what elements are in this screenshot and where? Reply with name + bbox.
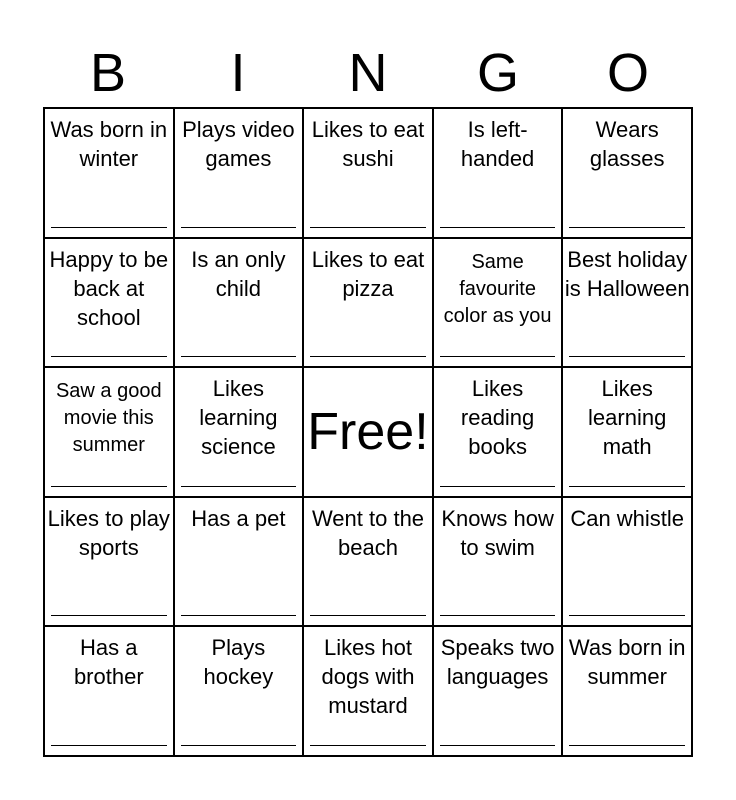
cell-text: Likes to eat sushi xyxy=(311,117,425,171)
bingo-cell[interactable] xyxy=(562,367,692,497)
bingo-cell[interactable] xyxy=(562,238,692,368)
signature-line xyxy=(310,615,426,616)
cell-text: Can whistle xyxy=(570,505,685,531)
signature-line xyxy=(440,486,556,487)
header-letter-o: O xyxy=(606,43,649,103)
cell-text: Went to the beach xyxy=(311,505,425,560)
signature-line xyxy=(181,227,297,228)
bingo-cell[interactable] xyxy=(562,626,692,756)
signature-line xyxy=(440,745,556,746)
cell-text: Likes to play sports xyxy=(47,505,170,560)
free-space[interactable] xyxy=(303,367,433,497)
signature-line xyxy=(181,486,297,487)
bingo-card xyxy=(43,107,693,757)
bingo-cell[interactable] xyxy=(433,497,563,627)
header-letter-g: G xyxy=(476,43,519,103)
bingo-cell[interactable] xyxy=(433,367,563,497)
signature-line xyxy=(310,356,426,357)
header-letter-n: N xyxy=(348,43,388,103)
bingo-cell[interactable] xyxy=(174,238,304,368)
cell-text: Plays hockey xyxy=(203,635,274,690)
bingo-cell[interactable] xyxy=(303,497,433,627)
signature-line xyxy=(181,745,297,746)
signature-line xyxy=(569,227,685,228)
cell-text: Plays video games xyxy=(182,117,295,171)
cell-text: Was born in winter xyxy=(50,117,168,171)
signature-line xyxy=(569,486,685,487)
signature-line xyxy=(181,356,297,357)
free-space-label: Free! xyxy=(307,402,429,461)
bingo-cell[interactable] xyxy=(174,497,304,627)
cell-text: Was born in summer xyxy=(568,635,686,690)
cell-text: Same favourite color as you xyxy=(443,250,552,327)
cell-text: Is left-handed xyxy=(460,117,535,171)
bingo-cell[interactable] xyxy=(562,108,692,238)
cell-text: Speaks two languages xyxy=(440,635,555,690)
signature-line xyxy=(181,615,297,616)
cell-text: Wears glasses xyxy=(589,117,665,171)
signature-line xyxy=(569,745,685,746)
bingo-cell[interactable] xyxy=(303,108,433,238)
cell-text: Likes reading books xyxy=(460,376,535,460)
bingo-cell[interactable] xyxy=(174,367,304,497)
signature-line xyxy=(51,227,167,228)
signature-line xyxy=(440,356,556,357)
signature-line xyxy=(569,356,685,357)
header-letter-i: I xyxy=(230,43,246,103)
cell-text: Happy to be back at school xyxy=(49,246,169,330)
bingo-cell[interactable] xyxy=(303,626,433,756)
signature-line xyxy=(51,745,167,746)
bingo-cell[interactable] xyxy=(303,238,433,368)
cell-text: Has a pet xyxy=(191,505,286,531)
signature-line xyxy=(569,615,685,616)
cell-text: Saw a good movie this summer xyxy=(55,380,162,457)
cell-text: Is an only child xyxy=(191,246,286,301)
header-letter-b: B xyxy=(89,43,127,103)
bingo-cell[interactable] xyxy=(433,108,563,238)
bingo-cell[interactable] xyxy=(433,238,563,368)
cell-text: Best holiday is Halloween xyxy=(564,246,690,301)
bingo-cell[interactable] xyxy=(44,367,174,497)
cell-text: Likes hot dogs with mustard xyxy=(321,635,415,719)
signature-line xyxy=(51,615,167,616)
bingo-cell[interactable] xyxy=(174,108,304,238)
bingo-cell[interactable] xyxy=(44,238,174,368)
bingo-cell[interactable] xyxy=(562,497,692,627)
signature-line xyxy=(310,227,426,228)
cell-text: Has a brother xyxy=(73,635,144,690)
signature-line xyxy=(51,486,167,487)
bingo-header xyxy=(43,40,693,106)
cell-text: Likes to eat pizza xyxy=(311,246,425,301)
signature-line xyxy=(310,745,426,746)
cell-text: Likes learning math xyxy=(588,376,667,460)
bingo-cell[interactable] xyxy=(44,626,174,756)
bingo-cell[interactable] xyxy=(433,626,563,756)
cell-text: Likes learning science xyxy=(199,376,278,460)
bingo-cell[interactable] xyxy=(44,497,174,627)
cell-text: Knows how to swim xyxy=(441,505,554,560)
signature-line xyxy=(440,227,556,228)
bingo-cell[interactable] xyxy=(44,108,174,238)
signature-line xyxy=(51,356,167,357)
signature-line xyxy=(440,615,556,616)
bingo-cell[interactable] xyxy=(174,626,304,756)
